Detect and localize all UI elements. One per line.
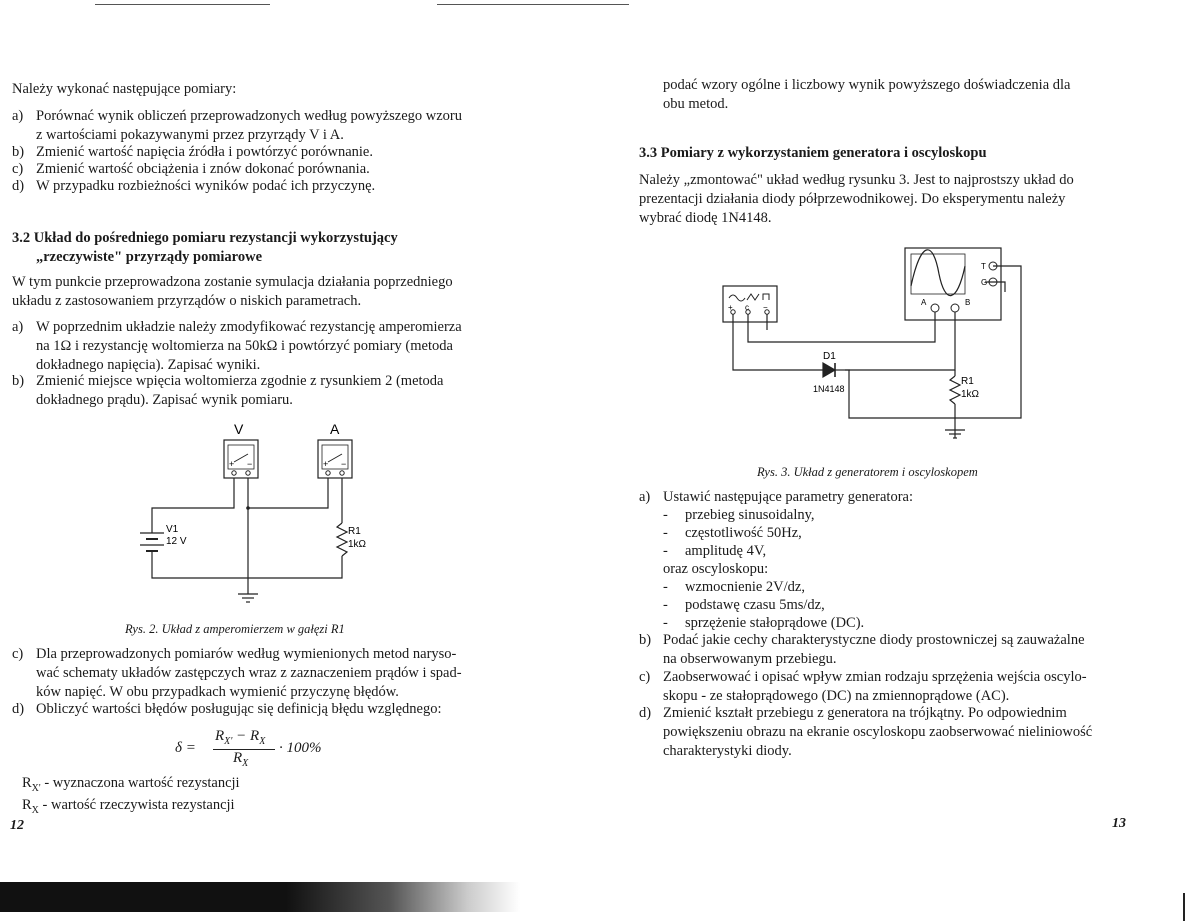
voltmeter-label: V	[234, 421, 244, 437]
osc-ground: G	[981, 278, 988, 287]
section-paragraph: Należy „zmontować" układ według rysunku 3. Jest to najprostszy układ do prezentacji działania diody półprzewodnikowej. Do eksperymentu należy wybrać diodę 1N4148.	[639, 172, 1074, 226]
bullet-dash: -	[663, 543, 668, 559]
item-line: skopu - ze stałoprądowego (DC) na zmiennoprądowe (AC).	[663, 688, 1010, 704]
bullet-dash: -	[663, 579, 668, 595]
resistor-name: R1	[348, 526, 361, 537]
section-heading-3-2: 3.2 Układ do pośredniego pomiaru rezystancji wykorzystujący „rzeczywiste" przyrządy pomiarowe	[12, 230, 398, 265]
ammeter-label: A	[330, 421, 340, 437]
item-line: Zmienić wartość obciążenia i znów dokonać porównania.	[36, 161, 370, 177]
definition-line: $R_{X'}$ - wyznaczona wartość rezystancji	[22, 775, 240, 794]
item-label: c)	[12, 646, 24, 662]
item-line: dokładnego prądu). Zapisać wynik pomiaru.	[36, 392, 293, 408]
oscilloscope-trace	[911, 250, 965, 296]
gen-minus-terminal: −	[763, 303, 768, 312]
oscilloscope-param: sprzężenie stałoprądowe (DC).	[685, 615, 865, 631]
left-page: Należy wykonać następujące pomiary: a) Porównać wynik obliczeń przeprowadzonych według powyższego wzoru z wartościami pokazywanymi przez przyrządy V i A. b) Zmienić wartość napięcia źródła i powtórzyć porównanie. c) Zmienić wartość obciążenia i znów dokonać porównania. d) W przypadku rozbieżności wyników podać ich przyczynę. 3.2 Układ do pośredniego pomiaru rezystancji wykorzystujący „rzeczywiste" przyrządy pomiarowe W tym punkcie przeprowadzona zostanie symulacja działania poprzedniego układu z zastosowaniem przyrządów o niskich parametrach. a) W poprzednim układzie należy zmodyfikować rezystancję amperomierza na 1Ω i rezystancję woltomierza na 50kΩ i powtórzyć pomiary (metoda dokładnego napięcia). Zapisać wyniki. b) Zmienić miejsce wpięcia woltomierza zgodnie z rysunkiem 2 (metoda dokładnego prądu). Zapisać wynik pomiaru. V A + − + − V1 12 V R1 1kΩ Rys. 2. Układ z amperomierzem w gałęzi R1 c) Dla przeprowadzonych pomiarów według wymienionych metod naryso- wać schematy układów zastępczych wraz z zaznaczeniem prądów i spad- ków napięć. W obu przypadkach wymienić przyczynę błędów. d) Obliczyć wartości błędów posługując się definicją błędu względnego: δ = $R_{X'} - R_X$ $R_X$ · 100% $R_{X'}$ - wyznaczona wartość rezystancji $R_X$ - wartość rzeczywista rezystancji 12	[0, 0, 560, 921]
resistor-r1	[337, 523, 347, 556]
item-line: Ustawić następujące parametry generatora:	[663, 489, 913, 505]
resistor-name: R1	[961, 376, 974, 387]
battery-value: 12 V	[166, 536, 187, 547]
meter-minus-sign: −	[341, 459, 347, 469]
bullet-dash: -	[663, 597, 668, 613]
item-line: Dla przeprowadzonych pomiarów według wymienionych metod naryso-	[36, 646, 457, 662]
continued-paragraph: podać wzory ogólne i liczbowy wynik powyższego doświadczenia dla obu metod.	[663, 77, 1071, 112]
item-label: d)	[12, 178, 25, 194]
right-page	[600, 0, 1190, 921]
resistor-value: 1kΩ	[348, 539, 367, 550]
item-label: a)	[12, 108, 24, 124]
bullet-dash: -	[663, 507, 668, 523]
gen-common-terminal: c	[745, 303, 749, 312]
item-label: b)	[12, 373, 25, 389]
bullet-dash: -	[663, 525, 668, 541]
page-number-right: 13	[1112, 816, 1126, 831]
item-line: wać schematy układów zastępczych wraz z zaznaczeniem prądów i spad-	[36, 665, 462, 681]
resistor-r1	[950, 376, 960, 404]
formula-numerator: $R_{X'} - R_X$	[215, 728, 266, 747]
item-line: na obserwowanym przebiegu.	[663, 651, 837, 667]
oscilloscope-param: wzmocnienie 2V/dz,	[685, 579, 805, 595]
item-label: b)	[639, 632, 652, 648]
item-line: Zmienić kształt przebiegu z generatora na trójkątny. Po odpowiednim	[663, 705, 1067, 721]
meter-minus-sign: −	[247, 459, 253, 469]
item-line: Porównać wynik obliczeń przeprowadzonych według powyższego wzoru	[36, 108, 463, 124]
item-line: Zmienić wartość napięcia źródła i powtórzyć porównanie.	[36, 144, 373, 160]
osc-trigger: T	[981, 262, 986, 271]
gen-plus-terminal: +	[728, 303, 733, 312]
item-label: c)	[12, 161, 24, 177]
definition-line: $R_X$ - wartość rzeczywista rezystancji	[22, 797, 235, 816]
item-label: b)	[12, 144, 25, 160]
item-label: a)	[12, 319, 24, 335]
item-line: powiększeniu obrazu na ekranie oscyloskopu zaobserwować nieliniowość	[663, 724, 1093, 740]
figure-2-circuit	[130, 418, 390, 608]
oscilloscope-intro: oraz oscyloskopu:	[663, 561, 769, 577]
diode-name: D1	[823, 351, 836, 362]
formula-denominator: $R_X$	[233, 750, 249, 769]
item-line: charakterystyki diody.	[663, 743, 792, 759]
diode-model: 1N4148	[813, 384, 845, 394]
diode-d1	[823, 363, 835, 377]
item-line: Obliczyć wartości błędów posługując się definicją błędu względnego:	[36, 701, 442, 717]
osc-channel-a: A	[921, 298, 927, 307]
generator-param: częstotliwość 50Hz,	[685, 525, 802, 541]
item-line: ków napięć. W obu przypadkach wymienić przyczynę błędów.	[36, 684, 399, 700]
intro-text: Należy wykonać następujące pomiary:	[12, 81, 237, 97]
section-paragraph: W tym punkcie przeprowadzona zostanie symulacja działania poprzedniego układu z zastosowaniem przyrządów o niskich parametrach.	[12, 274, 453, 309]
item-line: z wartościami pokazywanymi przez przyrządy V i A.	[36, 127, 344, 143]
generator-param: przebieg sinusoidalny,	[685, 507, 815, 523]
item-line: Podać jakie cechy charakterystyczne diody prostowniczej są zauważalne	[663, 632, 1085, 648]
page-number-left: 12	[10, 818, 24, 833]
figure-3-caption: Rys. 3. Układ z generatorem i oscyloskopem	[757, 465, 978, 479]
resistor-value: 1kΩ	[961, 389, 980, 400]
item-line: dokładnego napięcia). Zapisać wyniki.	[36, 357, 261, 373]
item-line: W poprzednim układzie należy zmodyfikować rezystancję amperomierza	[36, 319, 462, 335]
item-line: Zmienić miejsce wpięcia woltomierza zgodnie z rysunkiem 2 (metoda	[36, 373, 444, 389]
item-line: W przypadku rozbieżności wyników podać ich przyczynę.	[36, 178, 376, 194]
figure-2-caption: Rys. 2. Układ z amperomierzem w gałęzi R1	[125, 622, 345, 636]
figure-3-circuit	[715, 242, 1035, 442]
item-label: d)	[639, 705, 652, 721]
osc-channel-b: B	[965, 298, 971, 307]
item-label: d)	[12, 701, 25, 717]
item-label: a)	[639, 489, 651, 505]
meter-plus-sign: +	[229, 459, 235, 469]
item-line: na 1Ω i rezystancję woltomierza na 50kΩ i powtórzyć pomiary (metoda	[36, 338, 453, 354]
generator-param: amplitudę 4V,	[685, 543, 767, 559]
meter-plus-sign: +	[323, 459, 329, 469]
oscilloscope-param: podstawę czasu 5ms/dz,	[685, 597, 825, 613]
item-line: Zaobserwować i opisać wpływ zmian rodzaju sprzężenia wejścia oscylo-	[663, 669, 1087, 685]
bullet-dash: -	[663, 615, 668, 631]
section-heading-3-3: 3.3 Pomiary z wykorzystaniem generatora i oscyloskopu	[639, 145, 987, 161]
item-label: c)	[639, 669, 651, 685]
battery-name: V1	[166, 524, 179, 535]
